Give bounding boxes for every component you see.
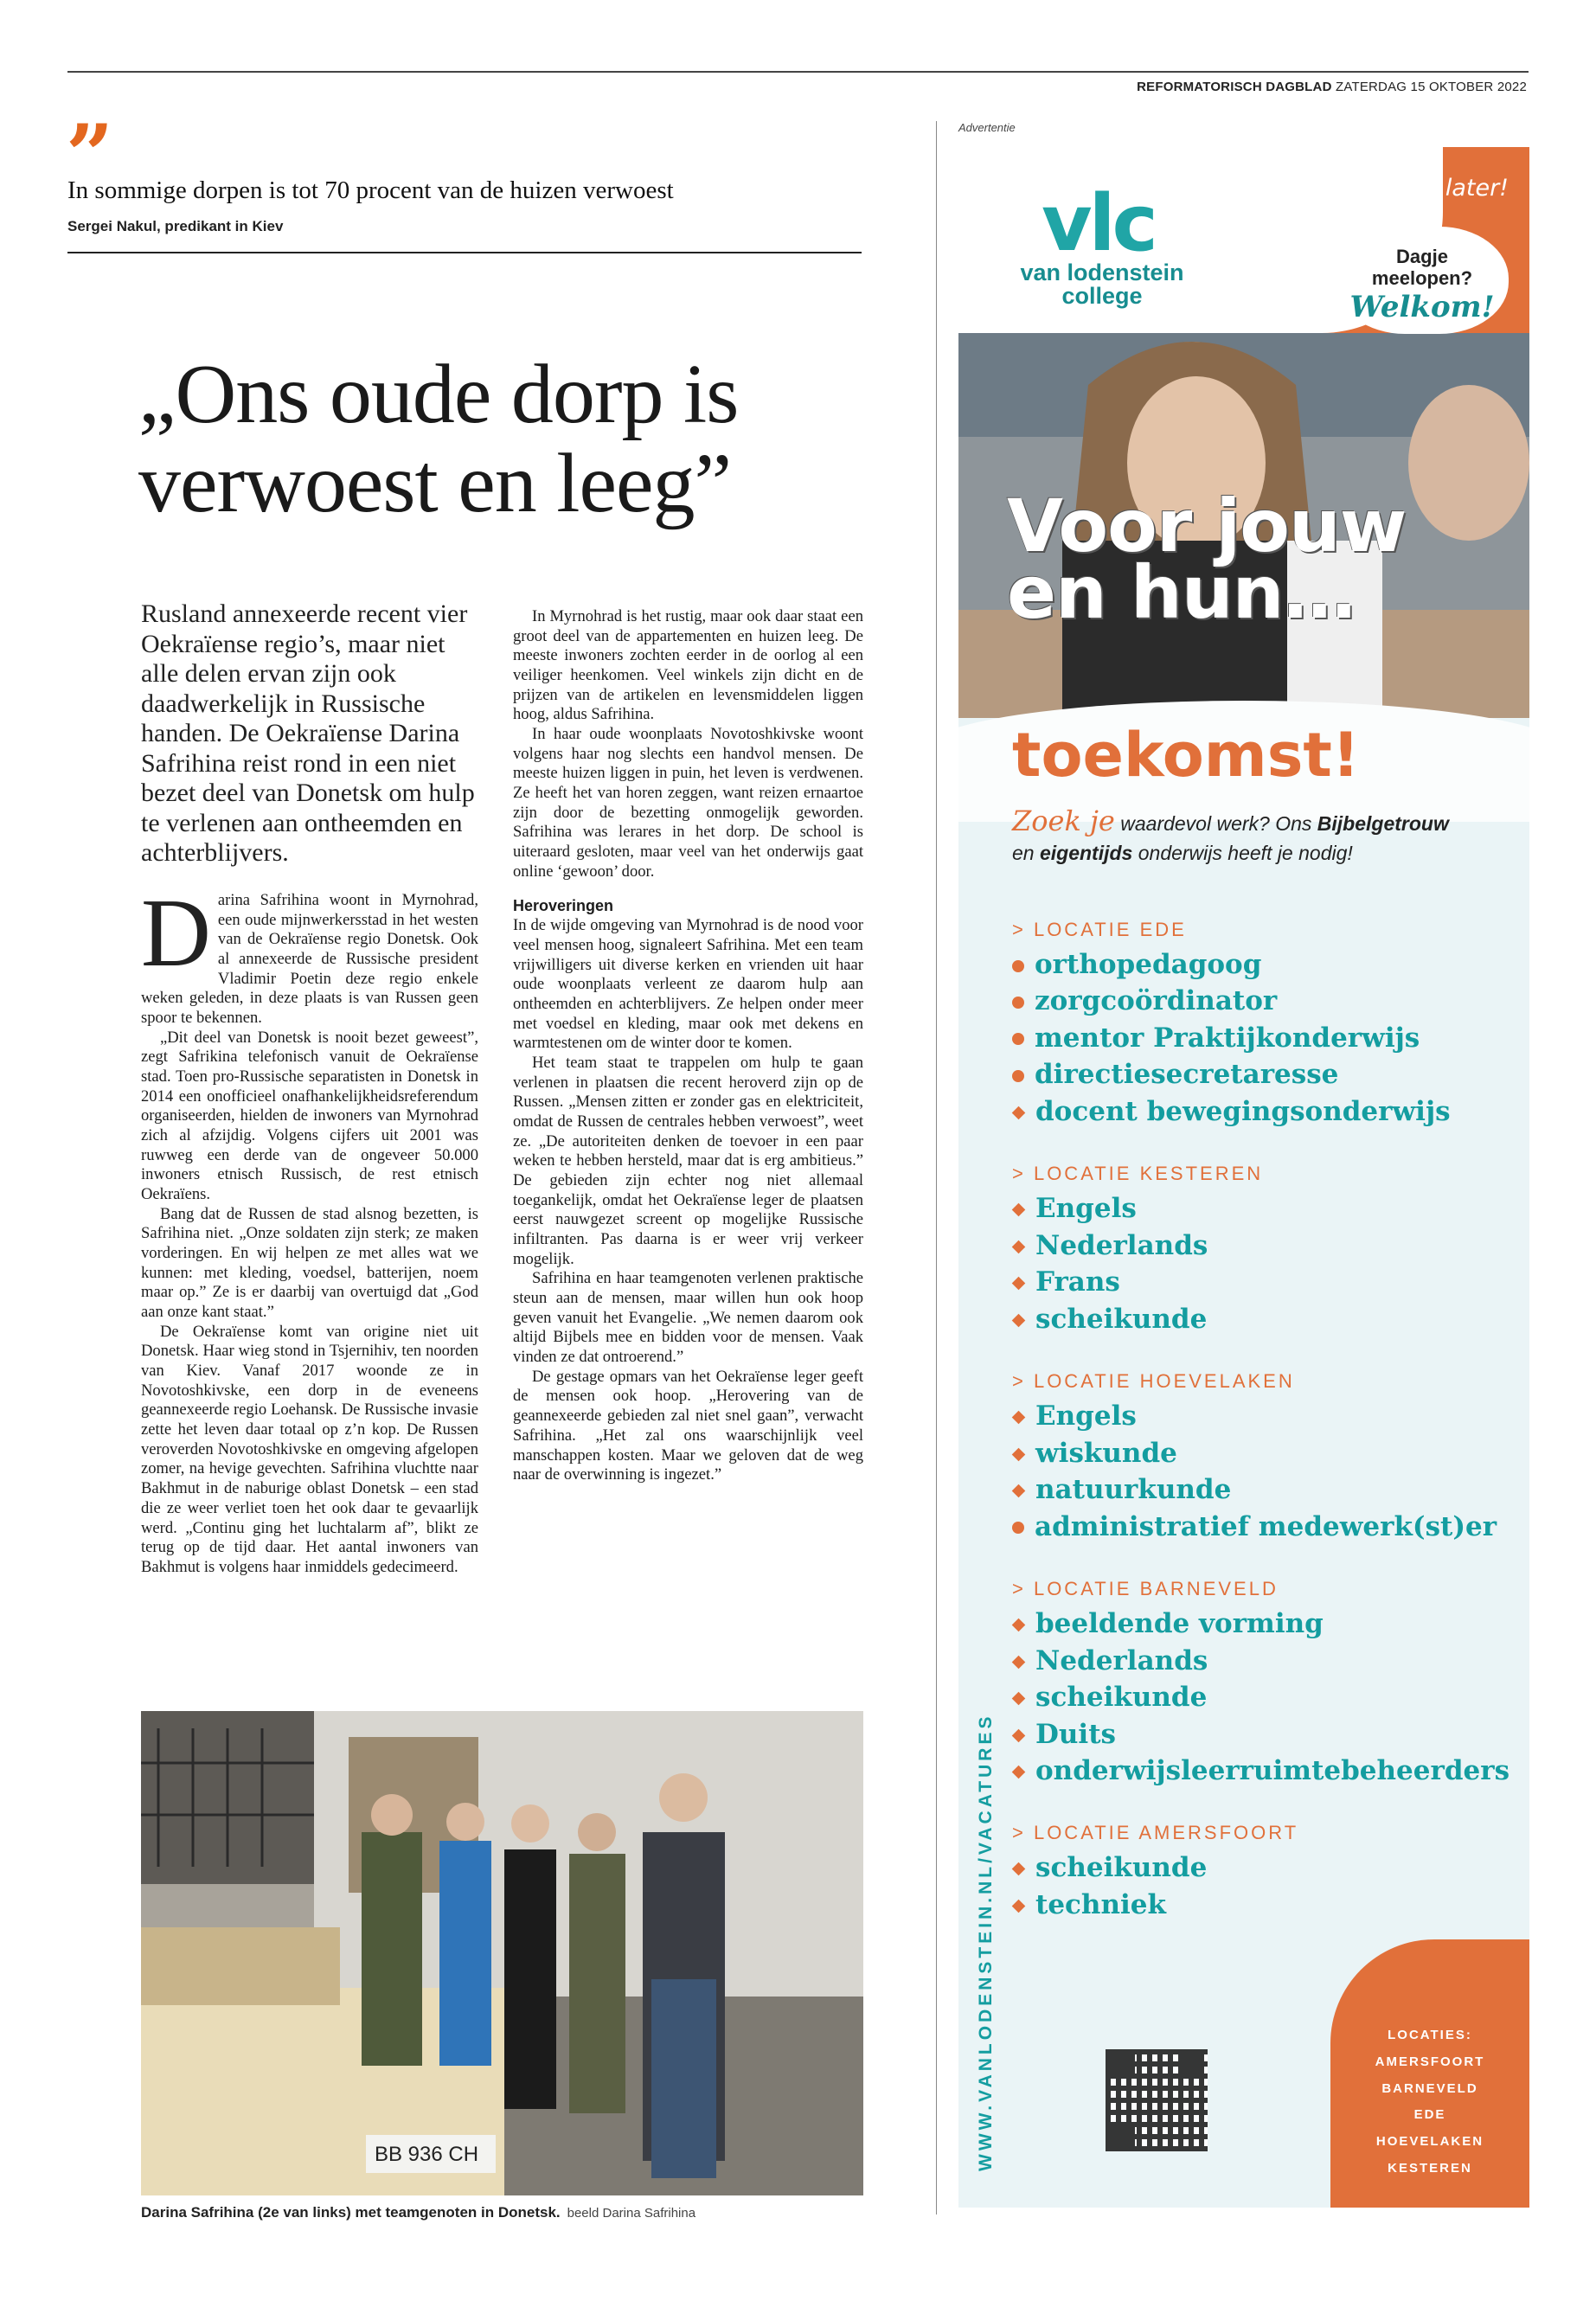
job-item[interactable] [1012, 1264, 1514, 1300]
job-item[interactable] [1012, 1643, 1514, 1679]
ad-zoek: Zoek je [1012, 804, 1115, 837]
job-title: directiesecretaresse [1035, 1059, 1339, 1091]
dot-bullet-icon [1012, 997, 1024, 1009]
location-title: > LOCATIE EDE [1012, 919, 1187, 940]
job-title: Duits [1035, 1718, 1116, 1750]
diamond-bullet-icon [1012, 1313, 1026, 1327]
paragraph: In haar oude woonplaats Novotoshkivske woont volgens haar nog slechts een handvol mensen. De meeste huizen liggen in puin, het leven is verdwenen. Ze heeft het van horen zeggen, want reizen ernaartoe zijn door de bezetting onmogelijk geworden. Safrihina was lerares in het dorp. De school is uiteraard gesloten, maar veel van het onderwijs gaat online ‘gewoon’ door. [513, 725, 863, 881]
diamond-bullet-icon [1012, 1240, 1026, 1254]
bubble-line-2: meelopen? [1371, 267, 1473, 290]
location-title: > LOCATIE AMERSFOORT [1012, 1822, 1299, 1844]
job-title: natuurkunde [1035, 1474, 1232, 1506]
job-item[interactable] [1012, 946, 1514, 983]
job-title: scheikunde [1035, 1682, 1208, 1714]
paragraph: arina Safrihina woont in Myrnohrad, een oude mijnwerkersstad in het westen van de Oekraïense regio Donetsk. Ook al annexeerde de Russische president Vladimir Poetin deze regio enkele weken geleden, in deze plaats is van Russen geen spoor te bekennen. [141, 891, 478, 1028]
dot-bullet-icon [1012, 1070, 1024, 1082]
job-title: mentor Praktijkonderwijs [1035, 1022, 1420, 1054]
job-title: orthopedagoog [1035, 949, 1262, 980]
column-divider [936, 121, 937, 2214]
paragraph: Het team staat te trappelen om hulp te gaan verlenen in plaatsen die recent heroverd zijn op de Russen. „Mensen zitten er zonder gas en elektriciteit, omdat de Russen de centrales hebben verwoest”, weet ze. „De autoriteiten denken de toevoer in een paar weken te hebben hersteld, maar dat is erg ambitieus.” De gebieden zijn echter nog niet allemaal toegankelijk, omdat het Oekraïense leger de plaatsen eerst nauwgezet screent op mogelijke Russische infiltranten. Pas daarna is er weer vrij verkeer mogelijk. [513, 1054, 863, 1268]
bubble-welcome: Welkom! [1349, 289, 1495, 324]
job-title: Nederlands [1035, 1644, 1208, 1676]
job-item[interactable] [1012, 1471, 1514, 1508]
job-title: Engels [1035, 1193, 1137, 1225]
job-item[interactable] [1012, 1398, 1514, 1434]
job-title: administratief medewerk(st)er [1035, 1510, 1497, 1542]
bubble-line-1: Dagje [1396, 246, 1448, 267]
issue-date: ZATERDAG 15 OKTOBER 2022 [1336, 80, 1527, 94]
job-title: techniek [1035, 1888, 1166, 1920]
job-item[interactable] [1012, 1227, 1514, 1264]
quote-divider [67, 252, 862, 253]
locations-box-item: KESTEREN [1388, 2160, 1472, 2176]
diamond-bullet-icon [1012, 1692, 1026, 1706]
location-group [1012, 1370, 1514, 1545]
job-item[interactable] [1012, 1679, 1514, 1715]
paragraph: De gestage opmars van het Oekraïense leger geeft de mensen ook hoop. „Herovering van de geannexeerde gebieden zal niet snel gaan”, verwacht Safrihina. „Het zal ons waarschijnlijk veel manschappen kosten. Maar we geloven dat de weg naar de overwinning is ingezet.” [513, 1367, 863, 1484]
page-header [1137, 80, 1527, 94]
location-title: > LOCATIE HOEVELAKEN [1012, 1370, 1295, 1393]
ad-sub-bold-1: Bijbelgetrouw [1317, 812, 1449, 835]
ad-sub-text-1: waardevol werk? Ons [1120, 812, 1312, 835]
article-photo [141, 1711, 863, 2195]
diamond-bullet-icon [1012, 1203, 1026, 1217]
job-title: scheikunde [1035, 1303, 1208, 1335]
paragraph: Bang dat de Russen de stad alsnog bezetten, is Safrihina niet. „Onze soldaten zijn sterk; ze maken vorderingen. En wij helpen ze met alles wat we kunnen: met kleding, voedsel, batterijen, noem maar op.” Ze is er daarbij van overtuigd dat „God aan onze kant staat.” [141, 1204, 478, 1322]
job-title: Engels [1035, 1400, 1137, 1433]
location-group [1012, 919, 1514, 1130]
photo-illustration [141, 1711, 863, 2195]
dot-bullet-icon [1012, 960, 1024, 972]
paper-name: REFORMATORISCH DAGBLAD [1137, 80, 1332, 94]
diamond-bullet-icon [1012, 1484, 1026, 1498]
job-title: wiskunde [1035, 1437, 1177, 1469]
locations-box-item: EDE [1413, 2107, 1446, 2123]
article-headline: „Ons oude dorp is verwoest en leeg” [138, 348, 739, 530]
ad-sub-bold-2: eigentijds [1039, 842, 1133, 865]
diamond-bullet-icon [1012, 1900, 1026, 1913]
job-title: zorgcoördinator [1035, 985, 1278, 1017]
job-title: Nederlands [1035, 1229, 1208, 1261]
diamond-bullet-icon [1012, 1106, 1026, 1120]
dropcap: D [141, 880, 211, 987]
ad-subtext [1012, 803, 1497, 867]
school-name: van lodenstein college [1020, 260, 1184, 309]
job-title: docent bewegingsonderwijs [1035, 1095, 1451, 1127]
ad-headline: Voor jouw en hun… [1007, 484, 1407, 636]
subheading: Heroveringen [513, 897, 614, 915]
location-title: > LOCATIE KESTEREN [1012, 1163, 1264, 1185]
job-title: Frans [1035, 1266, 1120, 1298]
paragraph: In Myrnohrad is het rustig, maar ook daar staat een groot deel van de appartementen en huizen leeg. De meeste inwoners zochten eerder in de oorlog al een veiliger heenkomen. Veel winkels zijn dicht en de prijzen van de artikelen en levensmiddelen liggen hoog, aldus Safrihina. [513, 607, 863, 724]
locations-box-item: BARNEVELD [1381, 2080, 1478, 2096]
photo-caption [141, 2204, 695, 2221]
diamond-bullet-icon [1012, 1277, 1026, 1291]
ad-future-heading: toekomst! [1012, 720, 1360, 791]
job-locations [1012, 919, 1514, 1956]
ad-tagline: Goed voor nu en later! [1243, 175, 1509, 202]
paragraph: „Dit deel van Donetsk is nooit bezet geweest”, zegt Safrikina telefonisch vanuit de Oekraïense stad. Toen pro-Russische separatisten in Donetsk in 2014 een onofficieel onafhankelijkheidsreferendum organiseerden, hielden de inwoners van Myrnohrad zich al afzijdig. Volgens cijfers uit 2001 was ruwweg een derde van de ongeveer 50.000 inwoners etnisch Russisch, de rest etnisch Oekraïens. [141, 1028, 478, 1204]
article-column-1 [141, 880, 478, 1578]
job-item[interactable] [1012, 1190, 1514, 1227]
diamond-bullet-icon [1012, 1728, 1026, 1742]
location-group [1012, 1578, 1514, 1789]
job-item[interactable] [1012, 1887, 1514, 1923]
pull-quote: In sommige dorpen is tot 70 procent van de huizen verwoest [67, 176, 674, 204]
advertisement[interactable] [958, 147, 1529, 2208]
speech-bubble [1336, 227, 1509, 334]
diamond-bullet-icon [1012, 1618, 1026, 1632]
location-group [1012, 1822, 1514, 1923]
locations-box [1330, 1939, 1529, 2208]
paragraph: De Oekraïense komt van origine niet uit Donetsk. Haar wieg stond in Tsjernihiv, ten noorden van Kiev. Vanaf 2017 woonde ze in Novotoshkivske, een dorp in de eveneens geannexeerde regio Loehansk. De Russische invasie zette het leven daar totaal op z’n kop. De Russen veroverden Novotoshkivske en omgeving afgelopen zomer, na hevige gevechten. Safrihina vluchtte naar Bakhmut in de naburige oblast Donetsk – een stad die ze weer verliet toen het ook daar te gevaarlijk werd. „Continu ging het luchtalarm af”, blikt ze terug op de tijd daar. Het aantal inwoners van Bakhmut is volgens haar inmiddels gedecimeerd. [141, 1322, 478, 1576]
qr-code-icon[interactable] [1106, 2049, 1208, 2151]
paragraph: In de wijde omgeving van Myrnohrad is de nood voor veel mensen hoog, signaleert Safrihina. Met een team vrijwilligers uit diverse kerken en vrienden uit haar oude woonplaats verleent ze daarom hulp aan ontheemden en achterblijvers. Ze helpen onder meer met voedsel en kleding, maar ook met dekens en warmtestenen om de winter door te komen. [513, 916, 863, 1053]
job-item[interactable] [1012, 1020, 1514, 1056]
vacancies-url[interactable]: WWW.VANLODENSTEIN.NL/VACATURES [976, 1713, 996, 2171]
job-item[interactable] [1012, 1606, 1514, 1642]
job-title: beeldende vorming [1035, 1608, 1324, 1640]
job-item[interactable] [1012, 983, 1514, 1019]
diamond-bullet-icon [1012, 1655, 1026, 1669]
location-title: > LOCATIE BARNEVELD [1012, 1578, 1279, 1600]
top-rule [67, 71, 1529, 73]
quote-mark-icon: ” [66, 106, 114, 204]
license-plate: BB 936 CH [375, 2143, 479, 2166]
article-column-2 [513, 607, 863, 1485]
dot-bullet-icon [1012, 1033, 1024, 1045]
job-title: onderwijsleerruimtebeheerders [1035, 1754, 1510, 1786]
pull-quote-attribution: Sergei Nakul, predikant in Kiev [67, 218, 284, 234]
diamond-bullet-icon [1012, 1447, 1026, 1461]
job-item[interactable] [1012, 1509, 1514, 1545]
locations-box-item: AMERSFOORT [1375, 2054, 1485, 2069]
job-item[interactable] [1012, 1849, 1514, 1886]
job-item[interactable] [1012, 1056, 1514, 1093]
ad-sub-text-2: en [1012, 842, 1035, 865]
photo-credit: beeld Darina Safrihina [567, 2206, 696, 2221]
job-item[interactable] [1012, 1093, 1514, 1130]
job-item[interactable] [1012, 1435, 1514, 1471]
dot-bullet-icon [1012, 1522, 1024, 1534]
diamond-bullet-icon [1012, 1862, 1026, 1876]
job-item[interactable] [1012, 1301, 1514, 1337]
locations-box-item: HOEVELAKEN [1375, 2134, 1484, 2149]
diamond-bullet-icon [1012, 1766, 1026, 1779]
article-intro: Rusland annexeerde recent vier Oekraïense regio’s, maar niet alle delen ervan zijn ook daadwerkelijk in Russische handen. De Oekraïense Darina Safrihina reist rond in een niet bezet deel van Donetsk om hulp te verlenen aan ontheemden en achterblijvers. [141, 599, 475, 867]
locations-box-title: LOCATIES: [1388, 2028, 1472, 2042]
job-item[interactable] [1012, 1753, 1514, 1789]
advertisement-label: Advertentie [958, 121, 1016, 134]
paragraph: Safrihina en haar teamgenoten verlenen praktische steun aan de mensen, maar willen hun ook hoop geven vanuit het Evangelie. „We nemen daarom ook altijd Bijbels mee en bidden voor de mensen. Vaak vinden ze dat ontroerend.” [513, 1269, 863, 1367]
caption-text: Darina Safrihina (2e van links) met teamgenoten in Donetsk. [141, 2204, 561, 2221]
vlc-logo: vlc [1042, 178, 1155, 269]
ad-sub-text-3: onderwijs heeft je nodig! [1138, 842, 1353, 865]
job-item[interactable] [1012, 1716, 1514, 1753]
diamond-bullet-icon [1012, 1411, 1026, 1425]
job-title: scheikunde [1035, 1852, 1208, 1884]
location-group [1012, 1163, 1514, 1337]
